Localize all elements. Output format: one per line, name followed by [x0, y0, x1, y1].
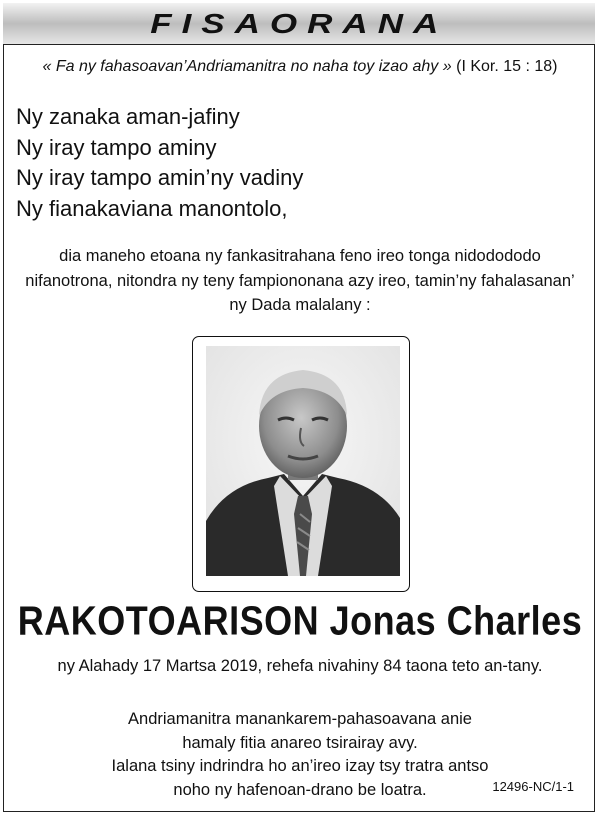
dedication-line: Ny iray tampo aminy — [16, 134, 217, 160]
dedication-line: Ny fianakaviana manontolo, — [16, 195, 288, 221]
reference-code: 12496-NC/1-1 — [492, 779, 574, 794]
dedication-line: Ny zanaka aman-jafiny — [16, 104, 240, 129]
deceased-name: RAKOTOARISON Jonas Charles — [17, 597, 583, 644]
closing-line: Andriamanitra manankarem-pahasoavana anie — [128, 710, 472, 728]
death-notice: ny Alahady 17 Martsa 2019, rehefa nivahiny 84 taona teto an-tany. — [57, 657, 543, 675]
bible-verse — [0, 58, 600, 76]
portrait-photo — [206, 346, 400, 576]
page-title: FISAORANA — [149, 7, 449, 39]
header-band — [3, 3, 595, 45]
thanks-paragraph: dia maneho etoana ny fankasitrahana feno ireo tonga nidodododo nifanotrona, nitondra ny teny fampiononana azy ireo, tamin’ny fahalasanan’ ny Dada malalany : — [25, 247, 575, 314]
closing-line: noho ny hafenoan-drano be loatra. — [173, 780, 427, 799]
verse-reference: (I Kor. 15 : 18) — [456, 58, 558, 75]
verse-quote: « Fa ny fahasoavan’Andriamanitra no naha toy izao ahy » — [42, 58, 452, 75]
closing-line: Ialana tsiny indrindra ho an’ireo izay tsy tratra antso — [111, 757, 489, 775]
closing-line: hamaly fitia anareo tsirairay avy. — [182, 733, 418, 752]
dedication-list — [16, 102, 303, 224]
closing-text — [100, 708, 500, 802]
portrait-image — [206, 346, 400, 576]
dedication-line: Ny iray tampo amin’ny vadiny — [16, 165, 304, 190]
